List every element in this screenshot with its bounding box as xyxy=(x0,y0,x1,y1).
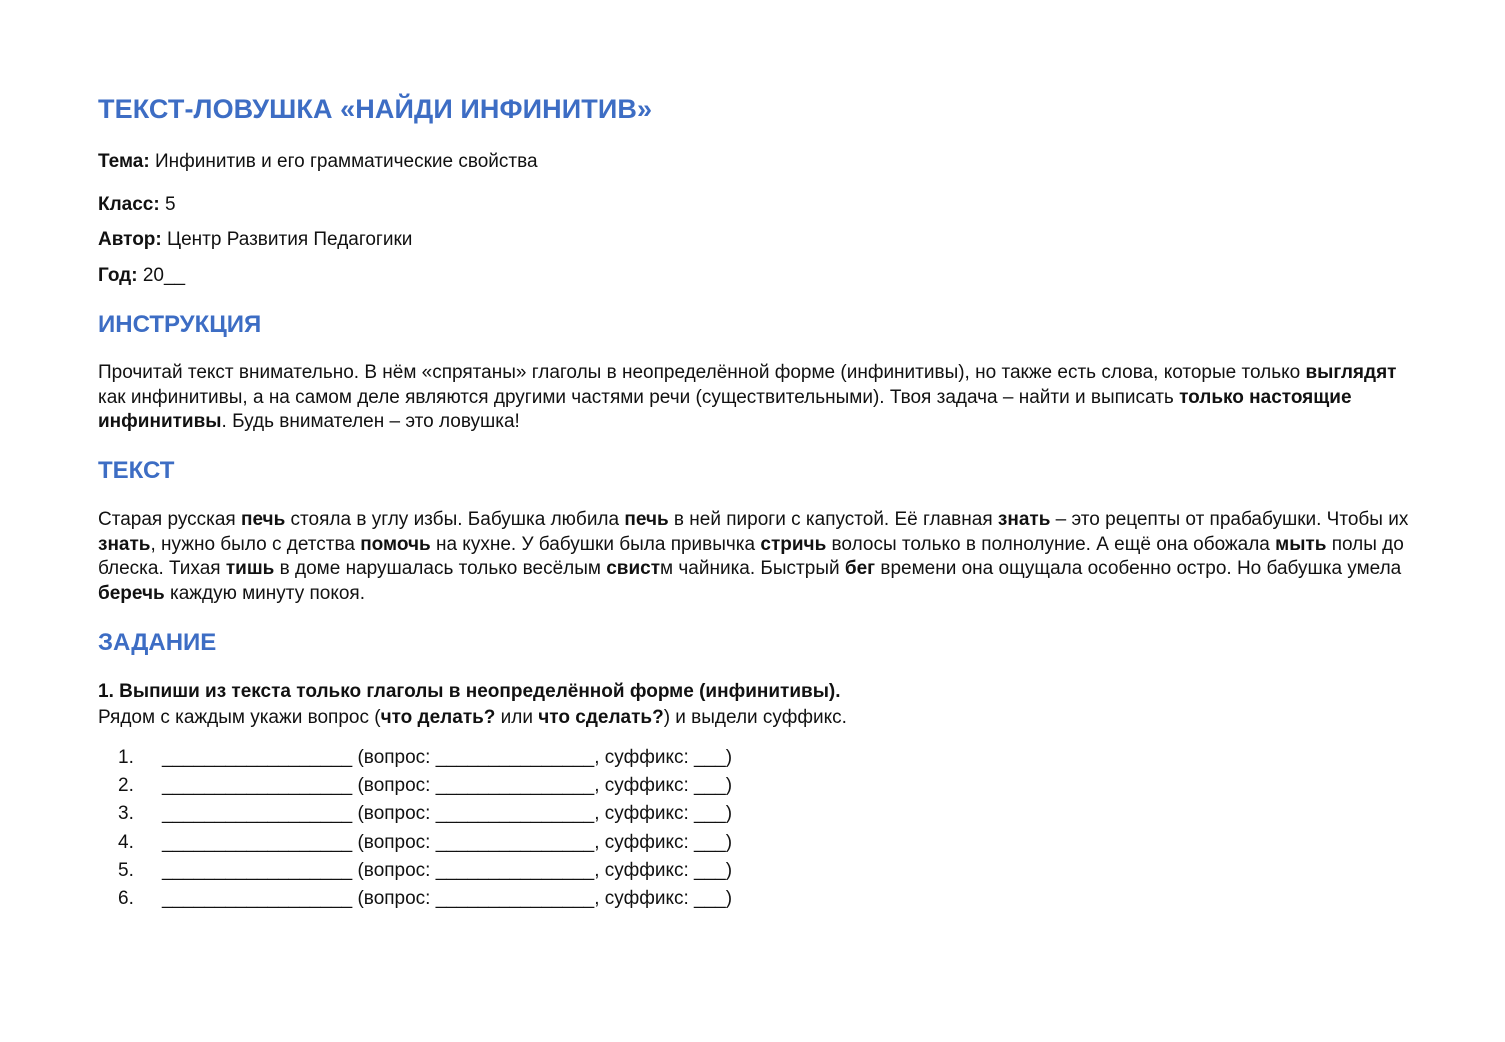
story-word: бег xyxy=(844,558,876,579)
story-text: волосы только в полнолуние. А ещё она обожала xyxy=(826,533,1276,555)
task-hint-emphasis: что делать? xyxy=(380,707,496,728)
story-text: стояла в углу избы. Бабушка любила xyxy=(285,509,625,530)
story-word: знать xyxy=(997,509,1051,530)
answer-number: 2. xyxy=(118,775,134,797)
meta-author-label: Автор: xyxy=(98,229,162,250)
story-word: печь xyxy=(624,509,669,530)
instruction-text: . Будь внимателен – это ловушка! xyxy=(221,411,520,432)
story-text: Старая русская xyxy=(98,509,241,530)
answer-blank: __________________ (вопрос: _______________, суффикс: ___) xyxy=(162,747,733,768)
story-paragraph xyxy=(98,508,1428,606)
story-text: – это рецепты от прабабушки. Чтобы их xyxy=(1050,509,1409,530)
instruction-text: Прочитай текст внимательно. В нём «спрятаны» глаголы в неопределённой форме (инфинитивы), но также есть слова, которые только xyxy=(98,362,1306,383)
meta-class-label: Класс: xyxy=(98,194,160,215)
answer-blank: __________________ (вопрос: _______________, суффикс: ___) xyxy=(162,831,733,853)
instruction-text: как инфинитивы, а на самом деле являются другими частями речи (существительными). Твоя задача – найти и выписать xyxy=(98,386,1180,408)
task-hint xyxy=(98,705,847,731)
task-hint-text: Рядом с каждым укажи вопрос ( xyxy=(98,707,381,728)
story-word: свист xyxy=(606,558,661,579)
story-text: в ней пироги с капустой. Её главная xyxy=(668,509,998,530)
story-text: на кухне. У бабушки была привычка xyxy=(430,533,761,555)
story-word: помочь xyxy=(360,533,431,555)
answer-line[interactable] xyxy=(118,772,732,800)
answer-number: 1. xyxy=(118,747,134,768)
instruction-emphasis: только настоящие инфинитивы xyxy=(98,386,1352,432)
instruction-emphasis: выглядят xyxy=(1305,362,1397,383)
answer-line[interactable] xyxy=(118,800,732,828)
answer-list xyxy=(118,744,732,913)
meta-year xyxy=(98,264,185,288)
meta-author-value: Центр Развития Педагогики xyxy=(161,229,413,250)
meta-topic-label: Тема: xyxy=(98,151,150,172)
meta-topic xyxy=(98,150,538,174)
meta-author xyxy=(98,228,412,252)
story-word: стричь xyxy=(760,533,827,555)
story-text: м чайника. Быстрый xyxy=(660,558,845,579)
task-hint-text: ) и выдели суффикс. xyxy=(663,707,847,728)
answer-blank: __________________ (вопрос: _______________, суффикс: ___) xyxy=(162,803,733,825)
answer-blank: __________________ (вопрос: _______________, суффикс: ___) xyxy=(162,888,733,910)
meta-topic-value: Инфинитив и его грамматические свойства xyxy=(149,151,538,172)
task-heading: ЗАДАНИЕ xyxy=(98,629,217,656)
task-block xyxy=(98,679,847,731)
story-text: , нужно было с детства xyxy=(150,533,361,555)
task-hint-emphasis: что сделать? xyxy=(538,707,664,728)
text-heading: ТЕКСТ xyxy=(98,457,175,484)
story-word: мыть xyxy=(1275,533,1327,555)
document-title: ТЕКСТ-ЛОВУШКА «НАЙДИ ИНФИНИТИВ» xyxy=(98,94,653,124)
story-word: тишь xyxy=(225,558,275,579)
story-text: полы до блеска. Тихая xyxy=(98,533,1404,579)
story-word: печь xyxy=(240,509,286,530)
instruction-paragraph xyxy=(98,361,1428,435)
meta-class-value: 5 xyxy=(159,194,176,215)
task-hint-text: или xyxy=(495,707,539,728)
meta-class xyxy=(98,193,176,217)
story-word: знать xyxy=(98,533,151,555)
instruction-heading: ИНСТРУКЦИЯ xyxy=(98,311,262,338)
story-text: каждую минуту покоя. xyxy=(164,582,365,604)
answer-number: 4. xyxy=(118,831,134,853)
story-word: беречь xyxy=(98,582,165,604)
answer-blank: __________________ (вопрос: _______________, суффикс: ___) xyxy=(162,859,733,881)
meta-year-label: Год: xyxy=(98,265,138,286)
answer-line[interactable] xyxy=(118,744,732,772)
answer-line[interactable] xyxy=(118,885,732,913)
answer-number: 3. xyxy=(118,803,134,825)
story-text: в доме нарушалась только весёлым xyxy=(274,558,607,579)
answer-number: 5. xyxy=(118,859,134,881)
answer-blank: __________________ (вопрос: _______________, суффикс: ___) xyxy=(162,775,733,797)
answer-line[interactable] xyxy=(118,829,732,857)
meta-year-value: 20__ xyxy=(137,265,186,286)
answer-line[interactable] xyxy=(118,857,732,885)
story-text: времени она ощущала особенно остро. Но бабушка умела xyxy=(875,558,1402,579)
task-question: 1. Выпиши из текста только глаголы в неопределённой форме (инфинитивы). xyxy=(98,681,841,702)
answer-number: 6. xyxy=(118,888,134,910)
